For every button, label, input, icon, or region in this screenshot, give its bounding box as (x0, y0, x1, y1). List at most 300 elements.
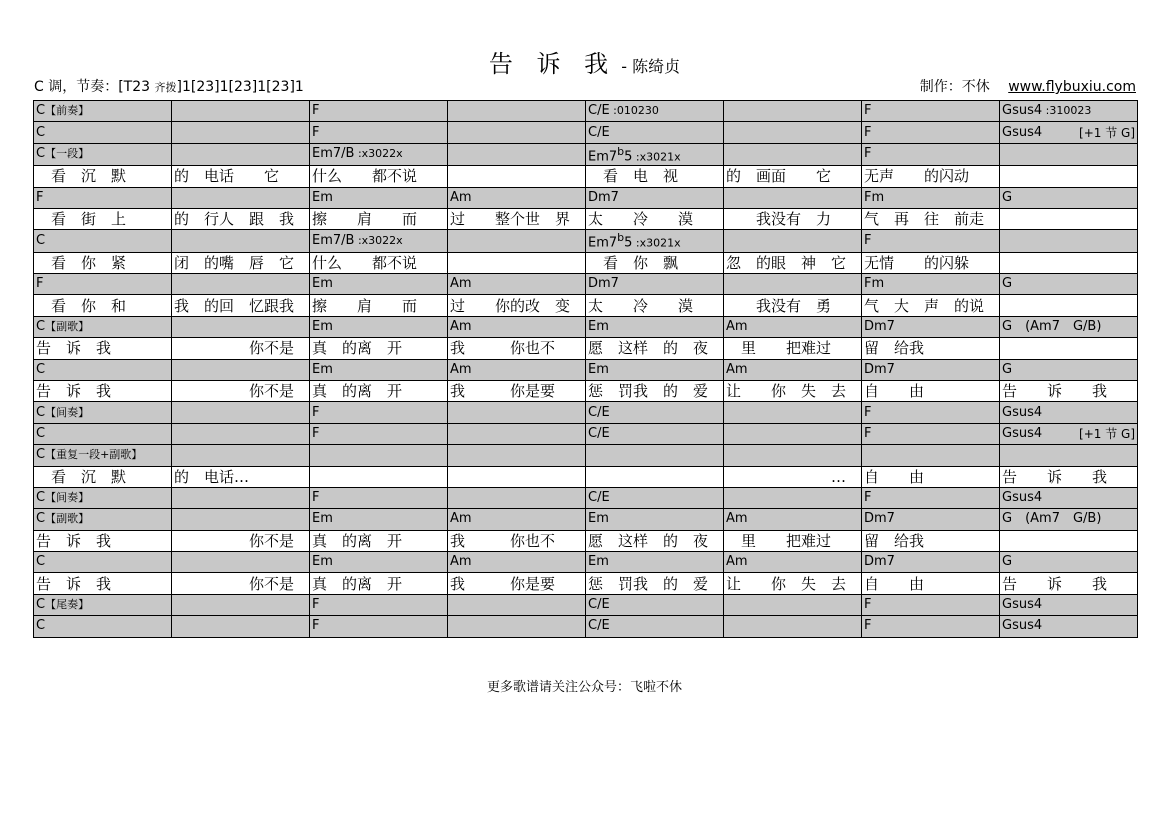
lyric-text: 你不是 (174, 339, 295, 358)
lyric-text: 自 由 (864, 467, 925, 486)
lyric-cell (862, 208, 1000, 229)
lyric-cell (448, 380, 586, 401)
chord-cell (1000, 187, 1138, 208)
chord-name: C (36, 554, 46, 570)
chord-name: Dm7 (588, 189, 619, 205)
chord-cell (310, 274, 448, 295)
chord-accidental: b (617, 144, 625, 158)
key-rhythm-rest: ]1[23]1[23]1[23]1 (176, 79, 304, 95)
lyric-cell (34, 252, 172, 273)
lyric-cell (586, 252, 724, 273)
chord-cell (172, 402, 310, 423)
lyric-cell (862, 380, 1000, 401)
chord-cell (310, 594, 448, 615)
lyric-cell (586, 166, 724, 187)
chord-cell (862, 274, 1000, 295)
chord-cell (862, 359, 1000, 380)
chord-cell (172, 143, 310, 165)
lyric-cell (1000, 295, 1138, 316)
chord-name: Am (450, 276, 472, 292)
chord-name: F (312, 597, 320, 613)
chord-cell (586, 187, 724, 208)
lyric-cell (1000, 252, 1138, 273)
title-text: 告 诉 我 (488, 50, 617, 78)
chord-cell (862, 230, 1000, 252)
lyric-cell (310, 380, 448, 401)
chord-cell (724, 423, 862, 444)
chord-cell (862, 552, 1000, 573)
lyric-text: 里 把难过 (726, 339, 832, 358)
chord-name: Am (726, 318, 748, 334)
lyric-text: 愿 这样 的 夜 (588, 531, 709, 550)
lyric-cell (724, 208, 862, 229)
chord-cell (586, 230, 724, 252)
chord-cell (1000, 445, 1138, 466)
lyric-text: 真 的离 开 (312, 531, 403, 550)
chord-cell (724, 509, 862, 530)
lyric-cell (1000, 466, 1138, 487)
song-title (0, 44, 1169, 79)
lyric-cell (862, 252, 1000, 273)
chord-name: F (312, 618, 320, 634)
lyric-text: 告 诉 我 (1002, 574, 1108, 593)
chord-cell (586, 445, 724, 466)
lyric-text: 你不是 (174, 574, 295, 593)
chord-cell (448, 594, 586, 615)
lyric-row (34, 338, 1138, 359)
chord-cell (862, 594, 1000, 615)
chord-cell (448, 509, 586, 530)
chord-name: Em (312, 189, 333, 205)
chord-cell (862, 316, 1000, 337)
chord-row (34, 143, 1138, 165)
chord-cell (586, 487, 724, 508)
chord-cell (448, 187, 586, 208)
lyric-text: 我没有 力 (726, 210, 832, 229)
lyric-row (34, 252, 1138, 273)
chord-cell (172, 487, 310, 508)
lyric-text: 的 行人 跟 我 (174, 210, 295, 229)
key-rhythm-small: 齐拨 (154, 81, 177, 94)
chord-name: F (864, 490, 872, 506)
chord-extension: 5 (624, 149, 633, 165)
lyric-cell (724, 466, 862, 487)
chord-cell (448, 101, 586, 122)
chord-name: Dm7 (864, 554, 895, 570)
chord-cell (724, 187, 862, 208)
chord-cell (310, 616, 448, 637)
lyric-text: 看 沉 默 (36, 467, 127, 486)
lyric-cell (1000, 166, 1138, 187)
chord-name: F (312, 124, 320, 140)
chord-cell (448, 122, 586, 143)
chord-cell (310, 316, 448, 337)
chord-name: Em7/B (312, 232, 355, 248)
chord-cell (172, 552, 310, 573)
chord-name: Fm (864, 189, 885, 205)
chord-row (34, 122, 1138, 143)
chord-annotation: 【重复一段+副歌】 (45, 448, 143, 462)
chord-name: Gsus4 (1002, 425, 1043, 441)
chord-annotation: :x3021x (632, 236, 681, 250)
chord-cell (1000, 230, 1138, 252)
chord-name: Em (312, 361, 333, 377)
lyric-cell (310, 573, 448, 594)
lyric-row (34, 573, 1138, 594)
chord-row (34, 230, 1138, 252)
chord-cell (310, 143, 448, 165)
chord-name: Gsus4 (1002, 124, 1043, 140)
lyric-text: 气 再 往 前走 (864, 210, 985, 229)
chord-cell (310, 402, 448, 423)
chord-annotation: 【前奏】 (45, 104, 90, 118)
chord-cell (172, 594, 310, 615)
lyric-text: 看 沉 默 (36, 167, 127, 186)
chord-name: F (864, 146, 872, 162)
chord-cell (34, 509, 172, 530)
chord-name: Fm (864, 276, 885, 292)
chord-row (34, 274, 1138, 295)
chord-name: Dm7 (864, 318, 895, 334)
lyric-cell (310, 530, 448, 551)
lyric-cell (586, 466, 724, 487)
chord-name: C (36, 404, 46, 420)
chord-extension: 5 (624, 235, 633, 251)
lyric-cell (862, 573, 1000, 594)
chord-cell (310, 359, 448, 380)
lyric-text: 什么 都不说 (312, 253, 418, 272)
chord-name: F (864, 404, 872, 420)
lyric-text: 看 你 和 (36, 296, 127, 315)
chord-cell (724, 359, 862, 380)
chord-cell (448, 402, 586, 423)
lyric-text: 的 电话 它 (174, 167, 280, 186)
chord-name: C (36, 447, 46, 463)
lyric-cell (310, 166, 448, 187)
chord-cell (724, 594, 862, 615)
chord-name: Em (588, 554, 609, 570)
chord-cell (1000, 359, 1138, 380)
chord-row (34, 445, 1138, 466)
chord-cell (586, 274, 724, 295)
chord-name: Em (588, 318, 609, 334)
credits (920, 76, 1136, 96)
lyric-text: 自 由 (864, 574, 925, 593)
lyric-text: 擦 肩 而 (312, 210, 418, 229)
lyric-text: 什么 都不说 (312, 167, 418, 186)
lyric-text: 我没有 勇 (726, 296, 832, 315)
lyric-cell (1000, 338, 1138, 359)
lyric-cell (586, 573, 724, 594)
chord-cell (172, 230, 310, 252)
chord-row (34, 316, 1138, 337)
lyric-cell (172, 466, 310, 487)
chord-cell (34, 143, 172, 165)
chord-name: Em (588, 361, 609, 377)
chord-annotation: :x3022x (354, 233, 403, 247)
chord-row (34, 359, 1138, 380)
chord-row (34, 187, 1138, 208)
lyric-text: 告 诉 我 (36, 574, 112, 593)
chord-name: F (312, 404, 320, 420)
chord-annotation: :x3022x (354, 147, 403, 161)
lyric-text: 告 诉 我 (36, 339, 112, 358)
chord-annotation: :010230 (609, 104, 659, 118)
chord-annotation: 【间奏】 (45, 405, 90, 419)
chord-cell (586, 143, 724, 165)
lyric-cell (862, 295, 1000, 316)
chord-cell (34, 487, 172, 508)
chord-cell (1000, 616, 1138, 637)
chord-cell (1000, 274, 1138, 295)
maker-text: 制作：不休 (919, 79, 990, 95)
lyric-cell (34, 338, 172, 359)
chord-name: C (36, 146, 46, 162)
lyric-cell (172, 573, 310, 594)
key-rhythm-main: C 调，节奏：[T23 (34, 79, 155, 95)
chord-cell (310, 487, 448, 508)
chord-cell (1000, 316, 1138, 337)
chord-cell (724, 101, 862, 122)
chord-cell (724, 122, 862, 143)
lyric-row (34, 208, 1138, 229)
lyric-cell (1000, 530, 1138, 551)
lyric-cell (310, 208, 448, 229)
lyric-cell (172, 380, 310, 401)
lyric-text: 告 诉 我 (1002, 382, 1108, 401)
chord-row (34, 509, 1138, 530)
lyric-cell (448, 338, 586, 359)
chord-cell (448, 143, 586, 165)
lyric-text: 真 的离 开 (312, 574, 403, 593)
chord-cell (586, 616, 724, 637)
chord-cell (310, 230, 448, 252)
chord-name: C (36, 511, 46, 527)
lyric-text: 过 整个世 界 (450, 210, 571, 229)
chord-cell (34, 445, 172, 466)
chord-annotation: :310023 (1042, 104, 1092, 118)
chord-cell (724, 402, 862, 423)
lyric-text: 太 冷 漠 (588, 210, 694, 229)
chord-name: C/E (588, 124, 610, 140)
lyric-cell (724, 295, 862, 316)
lyric-cell (34, 208, 172, 229)
chord-name: G (1002, 361, 1013, 377)
chord-cell (1000, 552, 1138, 573)
lyric-text: 的 画面 它 (726, 167, 832, 186)
chord-name: C (36, 124, 46, 140)
chord-annotation: 【一段】 (45, 147, 90, 161)
chord-cell (34, 359, 172, 380)
lyric-cell (448, 573, 586, 594)
chord-name: Em7 (588, 149, 618, 165)
chord-cell (1000, 101, 1138, 122)
lyric-row (34, 466, 1138, 487)
chord-cell (448, 359, 586, 380)
lyric-cell (34, 573, 172, 594)
chord-cell (448, 316, 586, 337)
chord-cell (34, 122, 172, 143)
lyric-cell (1000, 573, 1138, 594)
chord-cell (172, 445, 310, 466)
chord-row (34, 423, 1138, 444)
website-link[interactable]: www.flybuxiu.com (1008, 79, 1136, 95)
chord-cell (862, 487, 1000, 508)
chord-cell (172, 274, 310, 295)
lyric-cell (586, 208, 724, 229)
chord-cell (34, 594, 172, 615)
chord-cell (448, 445, 586, 466)
chord-name: C (36, 425, 46, 441)
chord-cell (34, 616, 172, 637)
chord-name: Em (312, 511, 333, 527)
lyric-text: 看 你 紧 (36, 253, 127, 272)
chord-name: Em (588, 511, 609, 527)
chord-cell (310, 552, 448, 573)
chord-name: C/E (588, 597, 610, 613)
chord-cell (586, 552, 724, 573)
lyric-cell (724, 166, 862, 187)
lyric-text: 留 给我 (864, 339, 925, 358)
chord-cell (172, 423, 310, 444)
chord-annotation: :x3021x (632, 150, 681, 164)
chord-name: Am (726, 361, 748, 377)
chord-cell (448, 552, 586, 573)
lyric-cell (448, 166, 586, 187)
chord-cell (724, 487, 862, 508)
lyric-cell (34, 380, 172, 401)
chord-cell (448, 487, 586, 508)
lyric-text: 我 你是要 (450, 382, 556, 401)
chord-name: F (36, 189, 44, 205)
chord-accidental: b (617, 231, 625, 245)
chord-cell (448, 230, 586, 252)
lyric-cell (172, 252, 310, 273)
chord-cell (586, 509, 724, 530)
bar-note: [+1 节 G] (1079, 426, 1135, 441)
lyric-cell (172, 166, 310, 187)
chord-name: Gsus4 (1002, 404, 1043, 420)
chord-cell (172, 509, 310, 530)
chord-name: Am (726, 511, 748, 527)
chord-cell (34, 552, 172, 573)
chord-cell (1000, 509, 1138, 530)
chord-cell (172, 122, 310, 143)
lyric-text: 让 你 失 去 (726, 382, 847, 401)
chord-cell (724, 143, 862, 165)
lyric-text: 的 电话… (174, 467, 250, 486)
chord-cell (310, 423, 448, 444)
lyric-cell (448, 530, 586, 551)
chord-cell (1000, 402, 1138, 423)
lyric-cell (586, 380, 724, 401)
chord-name: F (864, 232, 872, 248)
lyric-text: 留 给我 (864, 531, 925, 550)
chord-cell (310, 509, 448, 530)
lyric-text: 看 街 上 (36, 210, 127, 229)
chord-name: Dm7 (864, 361, 895, 377)
lyric-text: 我 的回 忆跟我 (174, 296, 295, 315)
lyric-text: 真 的离 开 (312, 339, 403, 358)
chord-name: C/E (588, 404, 610, 420)
lyric-text: 太 冷 漠 (588, 296, 694, 315)
lyric-text: 我 你也不 (450, 531, 556, 550)
chord-cell (34, 187, 172, 208)
chord-cell (172, 187, 310, 208)
chord-name: Dm7 (588, 276, 619, 292)
chord-cell (724, 274, 862, 295)
chord-cell (1000, 423, 1138, 444)
chord-cell (586, 101, 724, 122)
lyric-text: 里 把难过 (726, 531, 832, 550)
lyric-text: 忽 的眼 神 它 (726, 253, 847, 272)
chord-cell (862, 101, 1000, 122)
chord-name: C (36, 318, 46, 334)
lyric-cell (724, 573, 862, 594)
lyric-cell (862, 166, 1000, 187)
lyric-cell (1000, 380, 1138, 401)
lyric-cell (310, 338, 448, 359)
lyric-text: 你不是 (174, 531, 295, 550)
chord-name: Em7/B (312, 146, 355, 162)
chord-name: F (864, 597, 872, 613)
chord-cell (172, 101, 310, 122)
chord-cell (310, 187, 448, 208)
chord-name: Gsus4 (1002, 490, 1043, 506)
chord-cell (862, 187, 1000, 208)
lyric-text: 我 你也不 (450, 339, 556, 358)
chord-name: F (864, 124, 872, 140)
chord-cell (34, 316, 172, 337)
lyric-text: 惩 罚我 的 爱 (588, 382, 709, 401)
lyric-text: 告 诉 我 (36, 531, 112, 550)
chord-name: G (1002, 554, 1013, 570)
chord-cell (862, 616, 1000, 637)
chord-name: Am (726, 554, 748, 570)
chord-cell (310, 445, 448, 466)
lyric-row (34, 530, 1138, 551)
chord-name: Em (312, 554, 333, 570)
lyric-cell (724, 530, 862, 551)
lyric-text: 无情 的闪躲 (864, 253, 970, 272)
footer-note: 更多歌谱请关注公众号：飞啦不休 (486, 680, 682, 695)
chord-cell (586, 423, 724, 444)
chord-row (34, 487, 1138, 508)
chord-name: Em7 (588, 235, 618, 251)
lyric-text: 无声 的闪动 (864, 167, 970, 186)
chord-cell (586, 594, 724, 615)
chord-row (34, 552, 1138, 573)
chord-name: C/E (588, 103, 610, 119)
chord-cell (310, 122, 448, 143)
lyric-cell (724, 252, 862, 273)
chord-name: F (36, 276, 44, 292)
lyric-cell (310, 252, 448, 273)
chord-name: G (Am7 G/B) (1002, 318, 1102, 334)
chord-name: Gsus4 (1002, 597, 1043, 613)
lyric-cell (586, 338, 724, 359)
lyric-cell (172, 338, 310, 359)
chord-cell (34, 230, 172, 252)
lyric-cell (34, 295, 172, 316)
chord-cell (448, 423, 586, 444)
lyric-cell (724, 338, 862, 359)
chord-name: C (36, 232, 46, 248)
chord-cell (34, 274, 172, 295)
lyric-row (34, 295, 1138, 316)
chord-name: Gsus4 (1002, 103, 1043, 119)
lyric-text: 擦 肩 而 (312, 296, 418, 315)
